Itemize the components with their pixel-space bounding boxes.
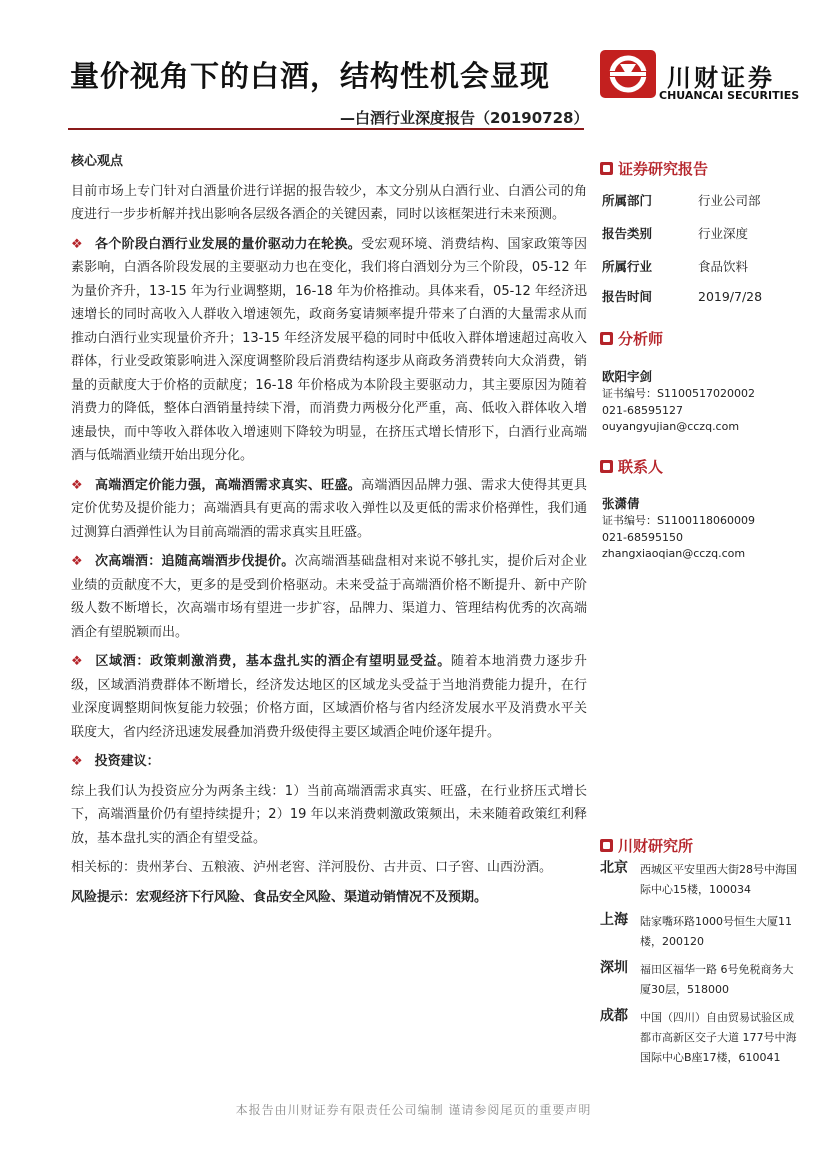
point-lead: 高端酒定价能力强，高端酒需求真实、旺盛。 bbox=[94, 477, 362, 493]
invest-paragraph: 综上我们认为投资应分为两条主线：1）当前高端酒需求真实、旺盛，在行业挤压式增长下，高端酒量价仍有望持续提升；2）19 年以来消费刺激政策频出，未来随着政策红利释放，基本盘扎实的酒企有望受益。 bbox=[71, 783, 587, 846]
report-title: 量价视角下的白酒，结构性机会显现 bbox=[70, 59, 551, 93]
invest-heading: ❖ 投资建议： bbox=[71, 754, 160, 769]
contact-card bbox=[602, 494, 755, 563]
contact-email[interactable]: zhangxiaoqian@cczq.com bbox=[602, 547, 746, 560]
intro-paragraph: 目前市场上专门针对白酒量价进行详据的报告较少，本文分别从白酒行业、白酒公司的角度进行一步步析解并找出影响各层级各酒企的关键因素，同时以该框架进行未来预测。 bbox=[71, 183, 587, 222]
analyst-name: 欧阳宇剑 bbox=[602, 369, 653, 384]
diamond-bullet-icon: ❖ bbox=[71, 654, 84, 669]
disclaimer-footer: 本报告由川财证券有限责任公司编制 谨请参阅尾页的重要声明 bbox=[235, 1103, 592, 1117]
section-marker-icon bbox=[600, 162, 613, 175]
point-body: 随着本地消费力逐步升级，区域酒消费群体不断增长，经济发达地区的区域龙头受益于当地消费能力提升，在行业深度调整期间恢复能力较强；价格方面，区域酒价格与省内经济发展水平及消费水平关联度大，省内经济迅速发展叠加消费升级使得主要区域酒企吨价逐年提升。 bbox=[71, 654, 587, 740]
point-paragraph bbox=[71, 650, 587, 744]
company-name-cn: 川财证券 bbox=[667, 64, 775, 92]
info-row: 报告类别 行业深度 bbox=[602, 226, 749, 241]
point-paragraph bbox=[71, 474, 587, 545]
section-marker-icon bbox=[600, 332, 613, 345]
company-logo-icon bbox=[600, 50, 656, 98]
analyst-phone: 021-68595127 bbox=[602, 403, 683, 417]
point-paragraph bbox=[71, 550, 587, 644]
contact-cert: 证书编号：S1100118060009 bbox=[602, 514, 755, 527]
point-body: 高端酒因品牌力强、需求大使得其更具定价优势及提价能力；高端酒具有更高的需求收入弹性以及更低的需求价格弹性，我们通过测算白酒弹性认为目前高端酒的需求真实且旺盛。 bbox=[71, 477, 587, 540]
section-marker-icon bbox=[600, 839, 613, 852]
point-lead: 各个阶段白酒行业发展的量价驱动力在轮换。 bbox=[94, 236, 362, 252]
section-marker-icon bbox=[600, 460, 613, 473]
core-view-heading: 核心观点 bbox=[71, 154, 124, 169]
info-row: 所属行业 食品饮料 bbox=[602, 259, 749, 274]
analyst-section-heading: 分析师 bbox=[600, 328, 663, 349]
diamond-bullet-icon: ❖ bbox=[71, 754, 83, 769]
point-lead: 次高端酒：追随高端酒步伐提价。 bbox=[94, 554, 295, 569]
diamond-bullet-icon: ❖ bbox=[71, 236, 83, 252]
report-subtitle: —白酒行业深度报告（20190728） bbox=[340, 109, 589, 127]
institute-section-heading: 川财研究所 bbox=[600, 835, 693, 856]
point-lead: 区域酒：政策刺激消费，基本盘扎实的酒企有望明显受益。 bbox=[95, 654, 451, 669]
risk-warning: 风险提示：宏观经济下行风险、食品安全风险、渠道动销情况不及预期。 bbox=[71, 889, 488, 905]
analyst-email[interactable]: ouyangyujian@cczq.com bbox=[602, 420, 740, 433]
info-row: 报告时间 2019/7/28 bbox=[602, 289, 763, 304]
diamond-bullet-icon: ❖ bbox=[71, 477, 83, 493]
point-body: 受宏观环境、消费结构、国家政策等因素影响，白酒各阶段发展的主要驱动力也在变化，我们将白酒划分为三个阶段，05-12 年为量价齐升，13-15 年为行业调整期，16-18 年为价格推动。具体来看，05-12 年经济迅速增长的同时高收入人群收入增速领先，政商务宴请频率提升带来了白酒的大量需求从而推动白酒行业实现量价齐升；13-15 年经济发展平稳的同时中低收入群体增速超过高收入群体，行业受政策影响进入深度调整阶段后消费结构逐步从商政务消费转向大众消费，销量的贡献度大于价格的贡献度；16-18 年价格成为本阶段主要驱动力，其主要原因为随着消费力的降低，整体白酒销量持续下滑，而消费力两极分化严重，高、低收入群体收入增速最快，而中等收入群体收入增速则下降较为明显，在挤压式增长情形下，白酒行业高端酒与低端酒业绩开始出现分化。 bbox=[71, 236, 587, 463]
diamond-bullet-icon: ❖ bbox=[71, 554, 83, 569]
contact-phone: 021-68595150 bbox=[602, 530, 683, 544]
contact-name: 张潇倩 bbox=[602, 496, 640, 511]
header-divider bbox=[68, 128, 584, 130]
contact-section-heading: 联系人 bbox=[600, 456, 663, 477]
company-name-en: CHUANCAI SECURITIES bbox=[659, 89, 800, 102]
analyst-cert: 证书编号：S1100517020002 bbox=[602, 387, 755, 400]
info-row: 所属部门 行业公司部 bbox=[602, 193, 761, 208]
analyst-card bbox=[602, 367, 755, 436]
related-targets: 相关标的：贵州茅台、五粮液、泸州老窖、洋河股份、古井贡、口子窖、山西汾酒。 bbox=[71, 860, 553, 875]
point-body: 次高端酒基础盘相对来说不够扎实，提价后对企业业绩的贡献度不大，更多的是受到价格驱动。未来受益于高端酒价格不断提升、新中产阶级人数不断增长，次高端市场有望进一步扩容，品牌力、渠道力、管理结构优秀的次高端酒企有望脱颖而出。 bbox=[71, 554, 587, 640]
report-section-heading: 证券研究报告 bbox=[600, 158, 708, 179]
point-paragraph bbox=[71, 233, 587, 468]
main-content bbox=[71, 150, 587, 915]
